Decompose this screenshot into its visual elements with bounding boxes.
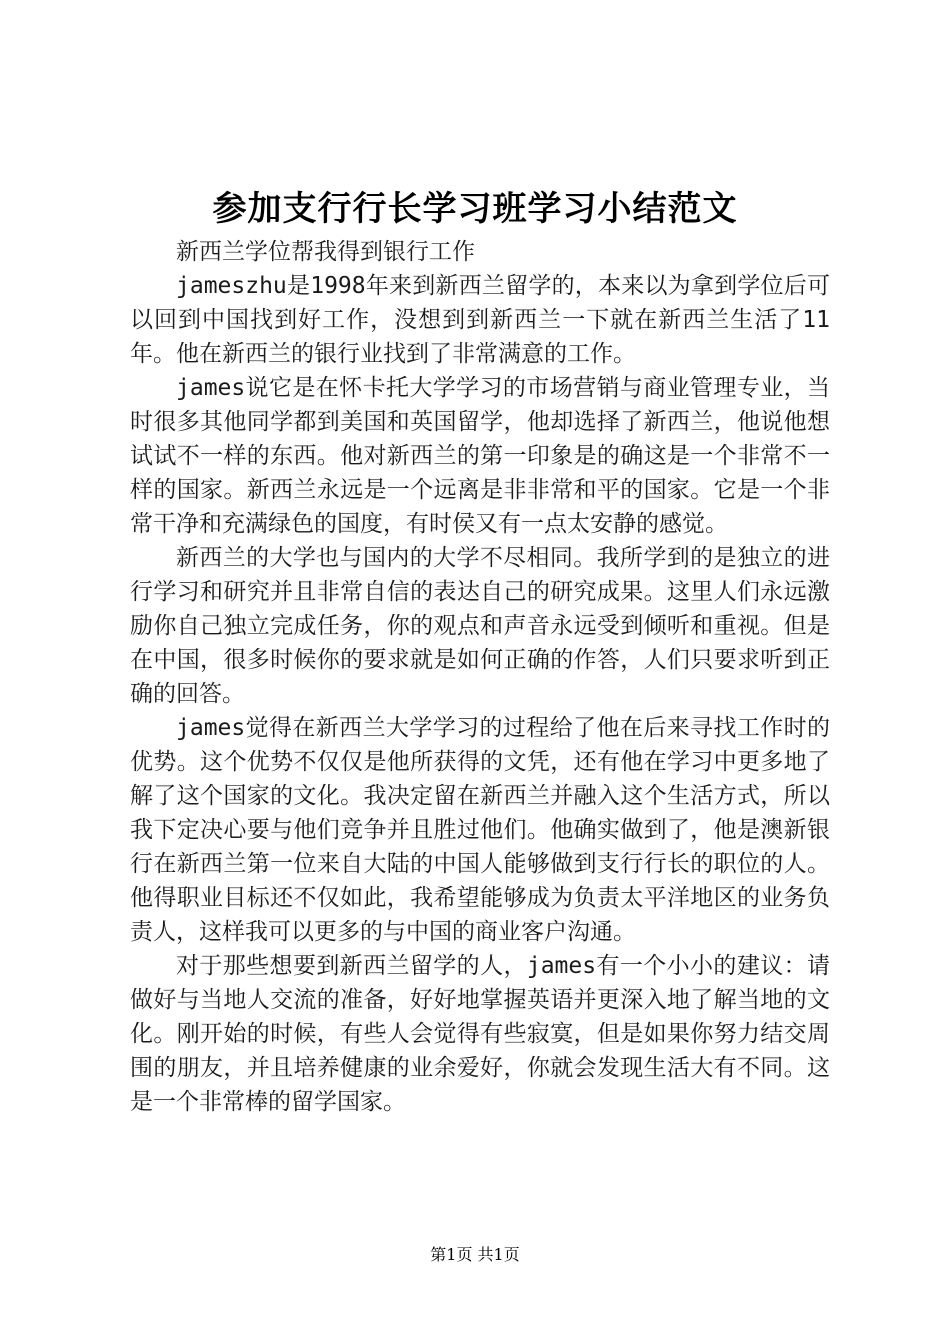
document-body xyxy=(130,235,830,1119)
paragraph: james说它是在怀卡托大学学习的市场营销与商业管理专业，当时很多其他同学都到美国和英国留学，他却选择了新西兰，他说他想试试不一样的东西。他对新西兰的第一印象是的确这是一个非常不一样的国家。新西兰永远是一个远离是非非常和平的国家。它是一个非常干净和充满绿色的国度，有时侯又有一点太安静的感觉。 xyxy=(130,375,830,537)
document-title: 参加支行行长学习班学习小结范文 xyxy=(212,189,738,229)
page-footer: 第1页 共1页 xyxy=(430,1245,520,1264)
paragraph: 对于那些想要到新西兰留学的人，james有一个小小的建议：请做好与当地人交流的准备，好好地掌握英语并更深入地了解当地的文化。刚开始的时候，有些人会觉得有些寂寞，但是如果你努力结交周围的朋友，并且培养健康的业余爱好，你就会发现生活大有不同。这是一个非常棒的留学国家。 xyxy=(130,953,830,1115)
paragraph: 新西兰的大学也与国内的大学不尽相同。我所学到的是独立的进行学习和研究并且非常自信的表达自己的研究成果。这里人们永远激励你自己独立完成任务，你的观点和声音永远受到倾听和重视。但是在中国，很多时候你的要求就是如何正确的作答，人们只要求听到正确的回答。 xyxy=(130,545,830,707)
paragraph: james觉得在新西兰大学学习的过程给了他在后来寻找工作时的优势。这个优势不仅仅是他所获得的文凭，还有他在学习中更多地了解了这个国家的文化。我决定留在新西兰并融入这个生活方式，所以我下定决心要与他们竞争并且胜过他们。他确实做到了，他是澳新银行在新西兰第一位来自大陆的中国人能够做到支行行长的职位的人。他得职业目标还不仅如此，我希望能够成为负责太平洋地区的业务负责人，这样我可以更多的与中国的商业客户沟通。 xyxy=(130,715,830,945)
paragraph: jameszhu是1998年来到新西兰留学的，本来以为拿到学位后可以回到中国找到好工作，没想到到新西兰一下就在新西兰生活了11年。他在新西兰的银行业找到了非常满意的工作。 xyxy=(130,273,830,367)
paragraph-subtitle: 新西兰学位帮我得到银行工作 xyxy=(176,239,475,265)
